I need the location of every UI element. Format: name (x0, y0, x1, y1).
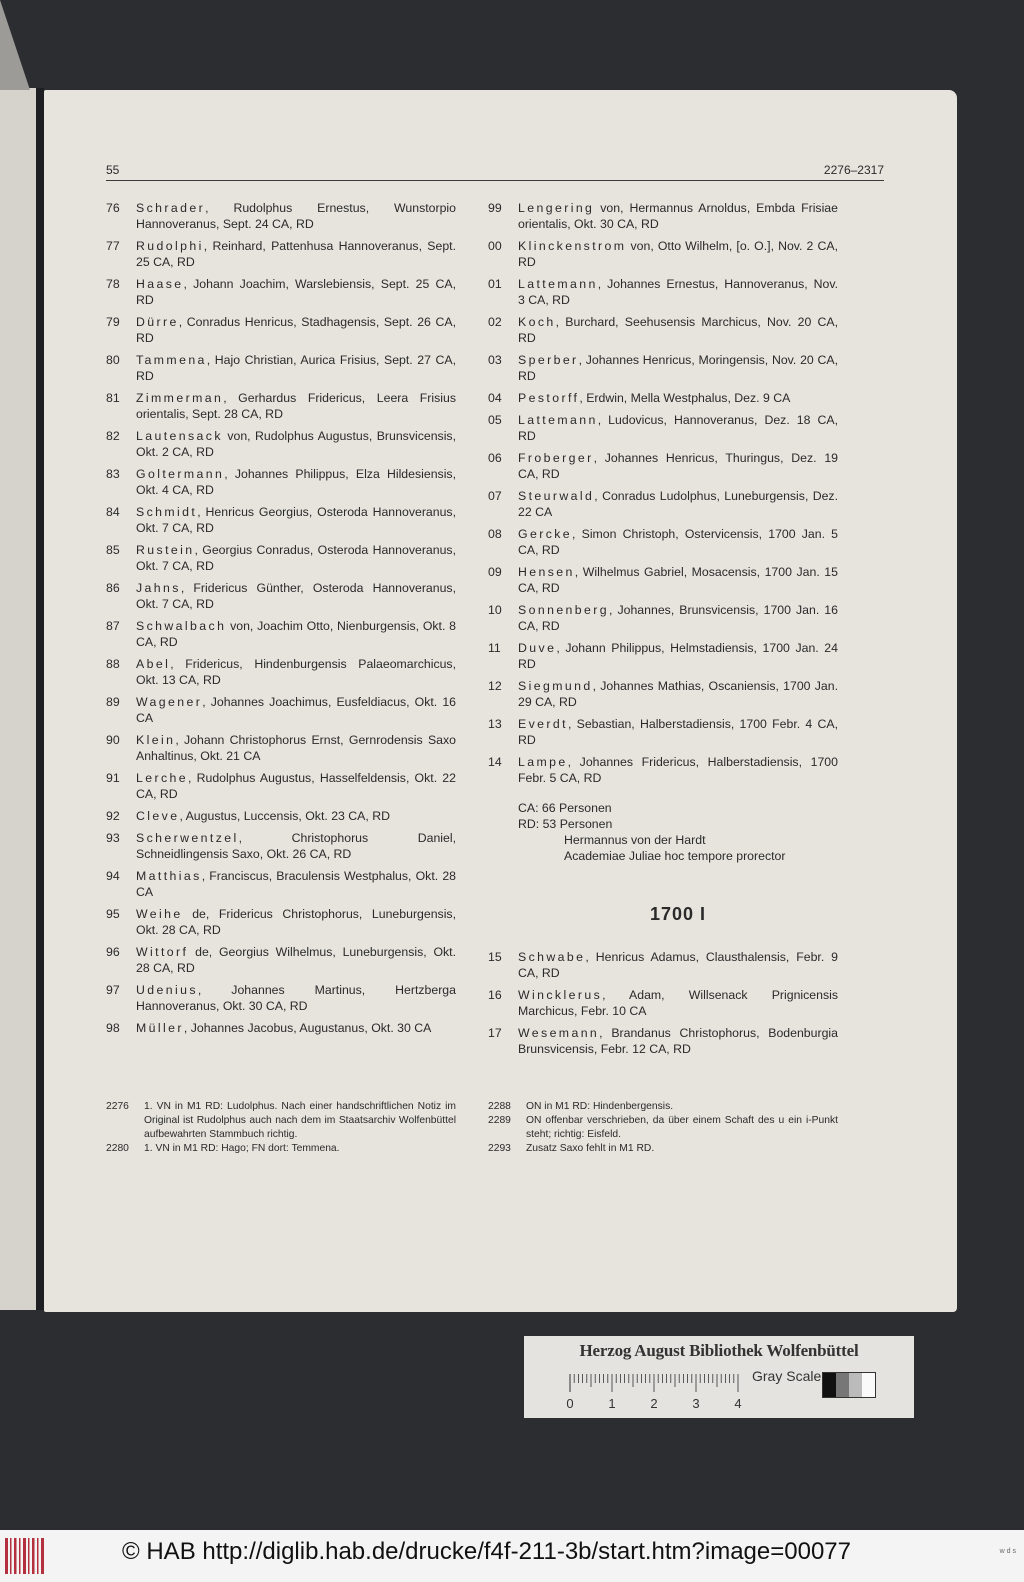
entry-details: , Johannes, Brunsvicensis, 1700 Jan. 16 CA, RD (518, 603, 838, 633)
footnotes-left (106, 1100, 456, 1156)
entry-text (518, 390, 838, 406)
entry-text (518, 412, 838, 444)
entry-details: , Reinhard, Pattenhusa Hannoveranus, Sept. 25 CA, RD (136, 239, 456, 269)
register-entry (488, 450, 838, 482)
entry-number: 81 (106, 391, 120, 405)
register-entry (106, 618, 456, 650)
entry-text (136, 428, 456, 460)
entry-number: 13 (488, 717, 502, 731)
footnotes-right (488, 1100, 838, 1156)
register-entry (106, 314, 456, 346)
entry-surname: Klinckenstrom (518, 239, 627, 253)
gray-scale-label: Gray Scale (752, 1368, 822, 1384)
entry-details: , Johann Philippus, Helmstadiensis, 1700 Jan. 24 RD (518, 641, 838, 671)
entry-surname: Klein (136, 733, 176, 747)
entry-surname: Rustein (136, 543, 195, 557)
entry-details: , Fridericus Günther, Osteroda Hannoveranus, Okt. 7 CA, RD (136, 581, 456, 611)
register-entry (106, 504, 456, 536)
entry-number: 87 (106, 619, 120, 633)
ruler-scale (562, 1366, 752, 1416)
register-entry (488, 276, 838, 308)
entry-details: , Johannes Joachimus, Eusfeldiacus, Okt. 16 CA (136, 695, 456, 725)
register-entry (106, 580, 456, 612)
entry-number: 83 (106, 467, 120, 481)
entry-details: , Franciscus, Braculensis Westphalus, Okt. 28 CA (136, 869, 456, 899)
entry-details: , Conradus Henricus, Stadhagensis, Sept. 26 CA, RD (136, 315, 456, 345)
footnote-text: ON in M1 RD: Hindenbergensis. (526, 1101, 674, 1112)
signature-name: Hermannus von der Hardt (564, 833, 706, 847)
entry-surname: Schwalbach (136, 619, 227, 633)
entry-number: 99 (488, 201, 502, 215)
barcode-icon (4, 1536, 48, 1576)
entry-surname: Pestorff (518, 391, 580, 405)
entry-details: , Augustus, Luccensis, Okt. 23 CA, RD (179, 809, 390, 823)
entry-number: 16 (488, 988, 502, 1002)
register-entry (106, 868, 456, 900)
summary-ca: CA: 66 Personen (518, 801, 612, 815)
entry-number: 12 (488, 679, 502, 693)
entry-number: 93 (106, 831, 120, 845)
entry-surname: Siegmund (518, 679, 593, 693)
entry-text (518, 352, 838, 384)
register-entry (106, 200, 456, 232)
entry-text (518, 716, 838, 748)
entry-details: , Johannes Ernestus, Hannoveranus, Nov. 3 CA, RD (518, 277, 838, 307)
copyright-url: © HAB http://diglib.hab.de/drucke/f4f-211-3b/start.htm?image=00077 (122, 1538, 851, 1565)
entry-text (518, 276, 838, 308)
entry-number: 00 (488, 239, 502, 253)
entry-number: 77 (106, 239, 120, 253)
entry-number: 92 (106, 809, 120, 823)
register-entry (106, 1020, 456, 1036)
swatch-light-gray (849, 1373, 862, 1397)
entry-text (136, 352, 456, 384)
entry-surname: Schmidt (136, 505, 198, 519)
entry-surname: Scherwentzel (136, 831, 239, 845)
register-entry (488, 412, 838, 444)
entry-text (518, 526, 838, 558)
entry-details: de, Fridericus Christophorus, Luneburgensis, Okt. 28 CA, RD (136, 907, 456, 937)
year-heading: 1700 I (649, 904, 707, 924)
entry-text (518, 754, 838, 786)
entry-text (136, 808, 456, 824)
entry-number: 86 (106, 581, 120, 595)
footnote (488, 1114, 838, 1142)
entry-surname: Schrader (136, 201, 206, 215)
register-entry (106, 656, 456, 688)
register-entry (488, 678, 838, 710)
entry-surname: Everdt (518, 717, 568, 731)
register-entry (488, 488, 838, 520)
entry-surname: Wagener (136, 695, 203, 709)
entry-number: 95 (106, 907, 120, 921)
entry-details: , Johannes Martinus, Hertzberga Hannoveranus, Okt. 30 CA, RD (136, 983, 456, 1013)
entry-number: 14 (488, 755, 502, 769)
footnote-number: 2288 (488, 1101, 511, 1112)
entry-text (136, 466, 456, 498)
entry-details: , Johannes Mathias, Oscaniensis, 1700 Jan. 29 CA, RD (518, 679, 838, 709)
entry-number: 88 (106, 657, 120, 671)
page-fold-corner (0, 0, 30, 90)
book-page (44, 90, 957, 1312)
entry-text (136, 200, 456, 232)
entry-details: , Fridericus, Hindenburgensis Palaeomarchicus, Okt. 13 CA, RD (136, 657, 456, 687)
entry-details: , Henricus Adamus, Clausthalensis, Febr. 9 CA, RD (518, 950, 838, 980)
register-entry (106, 542, 456, 574)
page-number: 55 (106, 163, 120, 177)
entry-details: , Adam, Willsenack Prignicensis Marchicus, Febr. 10 CA (518, 988, 838, 1018)
entry-text (136, 504, 456, 536)
footnote-text: 1. VN in M1 RD: Hago; FN dort: Temmena. (144, 1143, 340, 1154)
entry-details: , Sebastian, Halberstadiensis, 1700 Febr. 4 CA, RD (518, 717, 838, 747)
register-entry (488, 754, 838, 786)
entry-number: 02 (488, 315, 502, 329)
footnote-text: Zusatz Saxo fehlt in M1 RD. (526, 1143, 655, 1154)
gray-scale-swatches (822, 1372, 876, 1398)
footnote-text: ON offenbar verschrieben, da über einem Schaft des u ein i-Punkt steht; richtig: Eisfeld. (526, 1115, 838, 1140)
entry-number: 80 (106, 353, 120, 367)
register-entry (488, 1025, 838, 1057)
entry-surname: Lengering (518, 201, 595, 215)
entry-number: 85 (106, 543, 120, 557)
entry-number: 05 (488, 413, 502, 427)
entry-text (518, 488, 838, 520)
footnote (488, 1100, 838, 1114)
register-entry (106, 428, 456, 460)
footnote (106, 1100, 456, 1142)
entry-details: von, Rudolphus Augustus, Brunsvicensis, Okt. 2 CA, RD (136, 429, 456, 459)
footnote (488, 1142, 838, 1156)
register-entry (106, 982, 456, 1014)
entry-details: , Johannes Henricus, Thuringus, Dez. 19 CA, RD (518, 451, 838, 481)
swatch-white (862, 1373, 875, 1397)
entry-surname: Koch (518, 315, 556, 329)
register-entry (106, 390, 456, 422)
entry-details: , Simon Christoph, Ostervicensis, 1700 Jan. 5 CA, RD (518, 527, 838, 557)
entry-number: 91 (106, 771, 120, 785)
entry-number: 11 (488, 641, 501, 655)
signature-title: Academiae Juliae hoc tempore prorector (564, 849, 786, 863)
entry-details: , Hajo Christian, Aurica Frisius, Sept. 27 CA, RD (136, 353, 456, 383)
entry-text (136, 238, 456, 270)
register-entry (106, 732, 456, 764)
footer-bar (0, 1530, 1024, 1582)
after-entry-list (488, 949, 838, 1057)
register-entry (488, 716, 838, 748)
entry-text (518, 314, 838, 346)
register-entry (106, 944, 456, 976)
entry-surname: Froberger (518, 451, 594, 465)
entry-number: 08 (488, 527, 502, 541)
entry-surname: Rudolphi (136, 239, 204, 253)
register-entry (106, 906, 456, 938)
entry-surname: Cleve (136, 809, 180, 823)
ruler-number-1: 1 (608, 1396, 616, 1411)
entry-text (136, 868, 456, 900)
entry-number: 78 (106, 277, 120, 291)
entry-details: , Burchard, Seehusensis Marchicus, Nov. 20 CA, RD (518, 315, 838, 345)
entry-text (136, 732, 456, 764)
register-entry (488, 602, 838, 634)
entry-text (136, 830, 456, 862)
right-entry-list (488, 200, 838, 786)
entry-number: 82 (106, 429, 120, 443)
entry-range: 2276–2317 (823, 163, 884, 177)
entry-surname: Goltermann (136, 467, 225, 481)
entry-details: von, Otto Wilhelm, [o. O.], Nov. 2 CA, RD (518, 239, 838, 269)
register-entry (106, 808, 456, 824)
entry-text (136, 618, 456, 650)
ruler-number-2: 2 (650, 1396, 658, 1411)
matriculation-summary (488, 800, 838, 864)
library-name: Herzog August Bibliothek Wolfenbüttel (579, 1341, 859, 1360)
entry-surname: Duve (518, 641, 557, 655)
entry-surname: Lampe (518, 755, 568, 769)
entry-details: , Conradus Ludolphus, Luneburgensis, Dez. 22 CA (518, 489, 838, 519)
entry-text (518, 200, 838, 232)
entry-number: 89 (106, 695, 120, 709)
entry-details: , Ludovicus, Hannoveranus, Dez. 18 CA, RD (518, 413, 838, 443)
entry-details: , Georgius Conradus, Osteroda Hannoveranus, Okt. 7 CA, RD (136, 543, 456, 573)
entry-details: , Christophorus Daniel, Schneidlingensis Saxo, Okt. 26 CA, RD (136, 831, 456, 861)
entry-surname: Abel (136, 657, 171, 671)
entry-text (518, 564, 838, 596)
register-entry (488, 564, 838, 596)
entry-number: 01 (488, 277, 502, 291)
entry-number: 79 (106, 315, 120, 329)
register-entry (488, 949, 838, 981)
ruler-number-4: 4 (734, 1396, 742, 1411)
entry-details: , Brandanus Christophorus, Bodenburgia Brunsvicensis, Febr. 12 CA, RD (518, 1026, 838, 1056)
entry-number: 94 (106, 869, 120, 883)
entry-details: , Erdwin, Mella Westphalus, Dez. 9 CA (579, 391, 791, 405)
entry-text (518, 987, 838, 1019)
entry-number: 84 (106, 505, 120, 519)
entry-details: de, Georgius Wilhelmus, Luneburgensis, Okt. 28 CA, RD (136, 945, 456, 975)
entry-text (136, 906, 456, 938)
entry-text (136, 390, 456, 422)
entry-details: , Johann Joachim, Warslebiensis, Sept. 25 CA, RD (136, 277, 456, 307)
entry-surname: Steurwald (518, 489, 595, 503)
register-entry (488, 526, 838, 558)
entry-surname: Schwabe (518, 950, 586, 964)
register-entry (488, 352, 838, 384)
entry-surname: Weihe (136, 907, 183, 921)
facing-page-edge (0, 88, 36, 1310)
entry-details: , Rudolphus Augustus, Hasselfeldensis, Okt. 22 CA, RD (136, 771, 456, 801)
entry-text (136, 542, 456, 574)
entry-text (518, 238, 838, 270)
entry-surname: Matthias (136, 869, 202, 883)
entry-surname: Sonnenberg (518, 603, 610, 617)
entry-surname: Wesemann (518, 1026, 600, 1040)
register-entry (106, 466, 456, 498)
ruler-number-0: 0 (566, 1396, 574, 1411)
register-entry (488, 314, 838, 346)
entry-number: 15 (488, 950, 502, 964)
entry-number: 09 (488, 565, 502, 579)
summary-rd: RD: 53 Personen (518, 817, 613, 831)
footnote-number: 2293 (488, 1143, 511, 1154)
register-entry (488, 640, 838, 672)
entry-surname: Wittorf (136, 945, 189, 959)
entry-text (136, 982, 456, 1014)
entry-surname: Wincklerus (518, 988, 603, 1002)
entry-surname: Zimmerman (136, 391, 224, 405)
ruler-ticks (570, 1374, 738, 1392)
entry-text (518, 640, 838, 672)
entry-surname: Gercke (518, 527, 573, 541)
entry-text (136, 1020, 456, 1036)
entry-surname: Haase (136, 277, 184, 291)
entry-surname: Sperber (518, 353, 579, 367)
entry-number: 10 (488, 603, 502, 617)
entry-surname: Hensen (518, 565, 575, 579)
entry-surname: Jahns (136, 581, 181, 595)
entry-text (518, 602, 838, 634)
register-entry (488, 390, 838, 406)
entry-number: 07 (488, 489, 502, 503)
entry-details: , Henricus Georgius, Osteroda Hannoveranus, Okt. 7 CA, RD (136, 505, 456, 535)
entry-surname: Udenius (136, 983, 198, 997)
register-entry (106, 694, 456, 726)
entry-text (136, 944, 456, 976)
entry-text (136, 770, 456, 802)
entry-number: 90 (106, 733, 120, 747)
entry-surname: Tammena (136, 353, 207, 367)
entry-text (518, 450, 838, 482)
running-header (106, 158, 884, 181)
entry-surname: Lattemann (518, 277, 598, 291)
entry-details: , Wilhelmus Gabriel, Mosacensis, 1700 Jan. 15 CA, RD (518, 565, 838, 595)
entry-text (136, 656, 456, 688)
entry-details: , Rudolphus Ernestus, Wunstorpio Hannoveranus, Sept. 24 CA, RD (136, 201, 456, 231)
entry-number: 04 (488, 391, 502, 405)
entry-text (136, 580, 456, 612)
entry-details: , Johannes Jacobus, Augustanus, Okt. 30 CA (183, 1021, 432, 1035)
footnote (106, 1142, 456, 1156)
entry-surname: Lerche (136, 771, 188, 785)
entry-surname: Lautensack (136, 429, 223, 443)
swatch-dark-gray (836, 1373, 849, 1397)
entry-surname: Müller (136, 1021, 184, 1035)
footnote-number: 2289 (488, 1115, 511, 1126)
entry-text (518, 678, 838, 710)
entry-number: 06 (488, 451, 502, 465)
library-color-card (524, 1336, 914, 1418)
footnote-text: 1. VN in M1 RD: Ludolphus. Nach einer handschriftlichen Notiz im Original ist Rudolphus auch nach dem im Staatsarchiv Wolfenbüttel aufbewahrten Stammbuch richtig. (144, 1101, 456, 1140)
entry-details: von, Joachim Otto, Nienburgensis, Okt. 8 CA, RD (136, 619, 456, 649)
entry-text (518, 949, 838, 981)
entry-details: , Johannes Henricus, Moringensis, Nov. 20 CA, RD (518, 353, 838, 383)
entry-text (136, 694, 456, 726)
register-entry (106, 770, 456, 802)
register-entry (106, 352, 456, 384)
entry-details: , Johannes Fridericus, Halberstadiensis, 1700 Febr. 5 CA, RD (518, 755, 838, 785)
entry-surname: Dürre (136, 315, 179, 329)
entry-surname: Lattemann (518, 413, 598, 427)
entry-details: , Johannes Philippus, Elza Hildesiensis, Okt. 4 CA, RD (136, 467, 456, 497)
right-column (488, 200, 838, 1063)
register-entry (106, 238, 456, 270)
entry-text (136, 314, 456, 346)
register-entry (488, 200, 838, 232)
register-entry (488, 987, 838, 1019)
entry-number: 98 (106, 1021, 120, 1035)
entry-number: 76 (106, 201, 120, 215)
entry-text (136, 276, 456, 308)
entry-details: , Johann Christophorus Ernst, Gernrodensis Saxo Anhaltinus, Okt. 21 CA (136, 733, 456, 763)
footnote-number: 2276 (106, 1101, 129, 1112)
left-column (106, 200, 456, 1042)
entry-number: 03 (488, 353, 502, 367)
entry-text (518, 1025, 838, 1057)
entry-number: 17 (488, 1026, 502, 1040)
register-entry (488, 238, 838, 270)
footer-tag: w d s (999, 1548, 1016, 1555)
entry-number: 97 (106, 983, 120, 997)
register-entry (106, 830, 456, 862)
book-binding (36, 88, 44, 1310)
register-entry (106, 276, 456, 308)
ruler-number-3: 3 (692, 1396, 700, 1411)
entry-details: , Gerhardus Fridericus, Leera Frisius orientalis, Sept. 28 CA, RD (136, 391, 456, 421)
swatch-black (823, 1373, 836, 1397)
footnote-number: 2280 (106, 1143, 129, 1154)
entry-number: 96 (106, 945, 120, 959)
entry-details: von, Hermannus Arnoldus, Embda Frisiae orientalis, Okt. 30 CA, RD (518, 201, 838, 231)
